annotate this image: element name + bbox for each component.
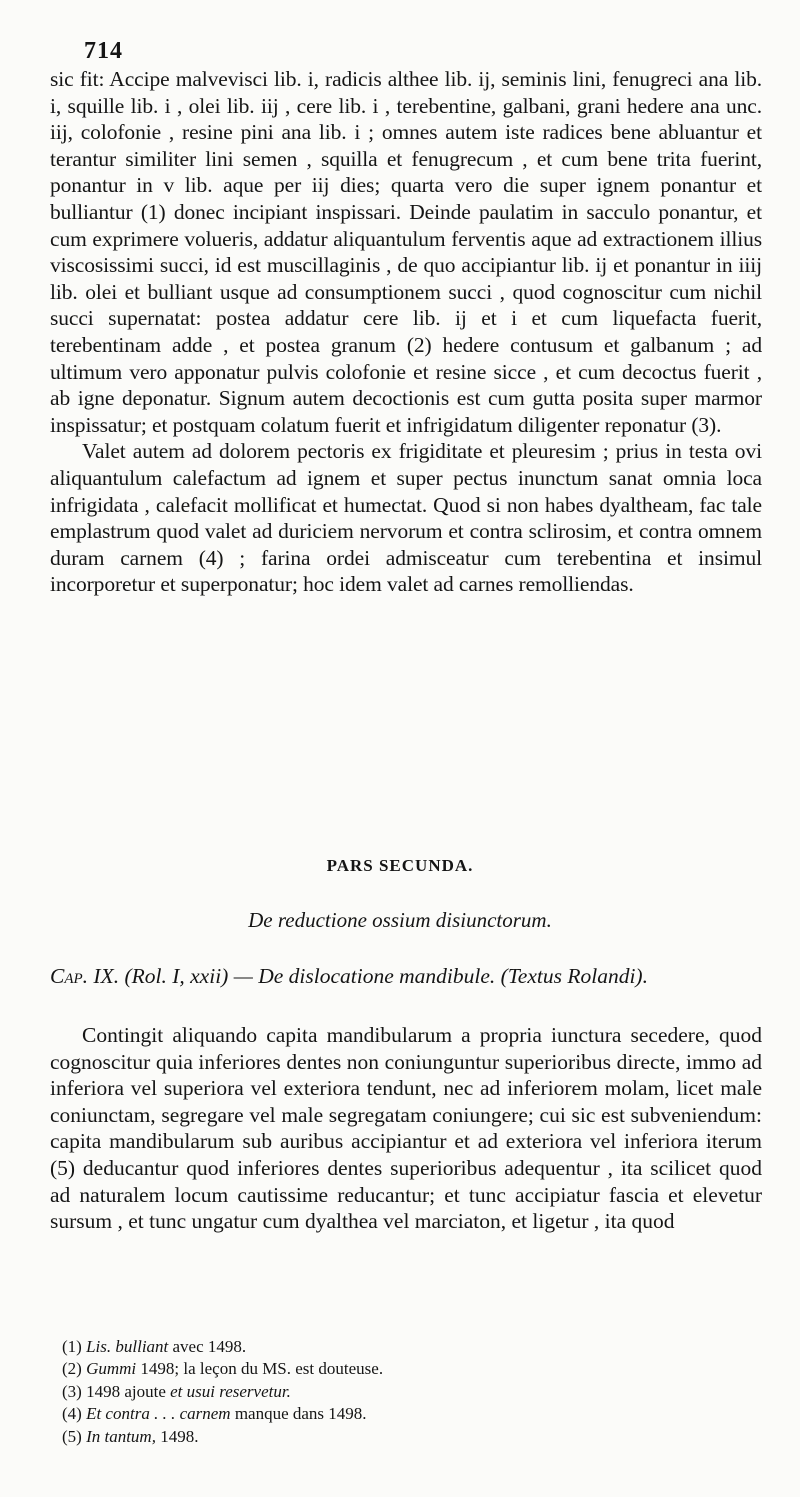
footnote-text: 1498 ajoute (81, 1381, 171, 1401)
part-subtitle: De reductione ossium disiunctorum. (248, 908, 552, 932)
footnotes (62, 1336, 722, 1448)
footnote-italic: Et contra . . . carnem (86, 1404, 231, 1424)
paragraph: Contingit aliquando capita mandibularum a propria iunctura secedere, quod cognoscitur quia inferiores dentes non coniunguntur superioribus directe, immo ad inferiora vel superiora vel exteriora tendunt, nec ad inferiorem molam, licet male coniunctam, segregare vel male segregatam coniungere; cui sic est subveniendum: capita mandibularum sub auribus accipiantur et ad exteriora vel inferiora iterum (5) deducantur quod inferiores dentes superioribus adequentur , ita scilicet quod ad naturalem locum cautissime reducantur; et tunc accipiatur fascia et elevetur sursum , et tunc ungatur cum dyalthea vel marciaton, et ligetur , ita quod (50, 1023, 762, 1234)
footnote-text: 1498; la leçon du MS. est douteuse. (136, 1359, 384, 1379)
page-number: 714 (84, 38, 123, 64)
footnote-text: 1498. (155, 1426, 199, 1446)
footnote (62, 1381, 722, 1403)
footnote-italic: et usui reservetur. (170, 1381, 291, 1401)
main-text-bottom (50, 1022, 762, 1235)
chapter-reference: (Rol. I, xxii) (124, 964, 229, 988)
footnote-mark: (5) (62, 1426, 82, 1446)
chapter-title: De dislocatione mandibule. (258, 964, 496, 988)
paragraph: sic fit: Accipe malvevisci lib. i, radicis althee lib. ij, seminis lini, fenugreci ana lib. i, squille lib. i , olei lib. iij , cere lib. i , terebentine, galbani, grani hedere ana unc. iij, colofonie , resine pini ana lib. i ; omnes autem iste radices bene abluantur et terantur similiter lini semen , squilla et fenugrecum , et cum bene trita fuerint, ponantur in v lib. aque per iij dies; quarta vero die super ignem ponantur et bulliantur (1) donec incipiant inspissari. Deinde paulatim in sacculo ponantur, et cum exprimere volueris, addatur aliquantulum ferventis aque ad extractionem illius viscosissimi succi, id est muscillaginis , de quo accipiantur lib. ij et ponantur in iiij lib. olei et bulliant usque ad consumptionem succi , quod cognoscitur cum nichil succi supernatat: postea addatur cere lib. ij et i et cum liquefacta fuerit, terebentinam adde , et postea granum (2) hedere contusum et galbanum ; ad ultimum vero apponatur pulvis colofonie et resine sicce , et cum decoctus fuerit , ab igne deponatur. Signum autem decoctionis est cum gutta posita super marmor inspissatur; et postquam colatum fuerit et infrigidatum diligenter reponatur (3). (50, 67, 762, 437)
footnote (62, 1358, 722, 1380)
footnote-mark: (1) (62, 1337, 82, 1356)
chapter-dash: — (233, 964, 253, 988)
footnote (62, 1403, 722, 1425)
chapter-label: Cap. IX. (50, 964, 120, 988)
footnote-mark: (4) (62, 1404, 82, 1424)
main-text-top (50, 66, 762, 598)
footnote-italic: In tantum, (86, 1426, 156, 1446)
footnote (62, 1336, 722, 1358)
footnote-mark: (3) (62, 1381, 82, 1401)
footnote-italic: Lis. bulliant (86, 1337, 169, 1356)
footnote-italic: Gummi (86, 1359, 137, 1379)
footnote-text: avec 1498. (168, 1337, 247, 1356)
chapter-heading (50, 963, 762, 990)
footnote-mark: (2) (62, 1359, 82, 1379)
paragraph: Valet autem ad dolorem pectoris ex frigiditate et pleuresim ; prius in testa ovi aliquantulum calefactum ad ignem et super pectus inunctum sanat omnia loca infrigidata , calefacit mollificat et humectat. Quod si non habes dyaltheam, fac tale emplastrum quod valet ad duriciem nervorum et contra sclirosim, et contra omnem duram carnem (4) ; farina ordei admisceatur cum terebentina et insimul incorporetur et superponatur; hoc idem valet ad carnes remolliendas. (50, 439, 762, 597)
footnote-text: manque dans 1498. (230, 1404, 367, 1424)
chapter-source: (Textus Rolandi). (500, 964, 648, 988)
footnote (62, 1426, 722, 1448)
part-heading: PARS SECUNDA. (326, 856, 474, 875)
